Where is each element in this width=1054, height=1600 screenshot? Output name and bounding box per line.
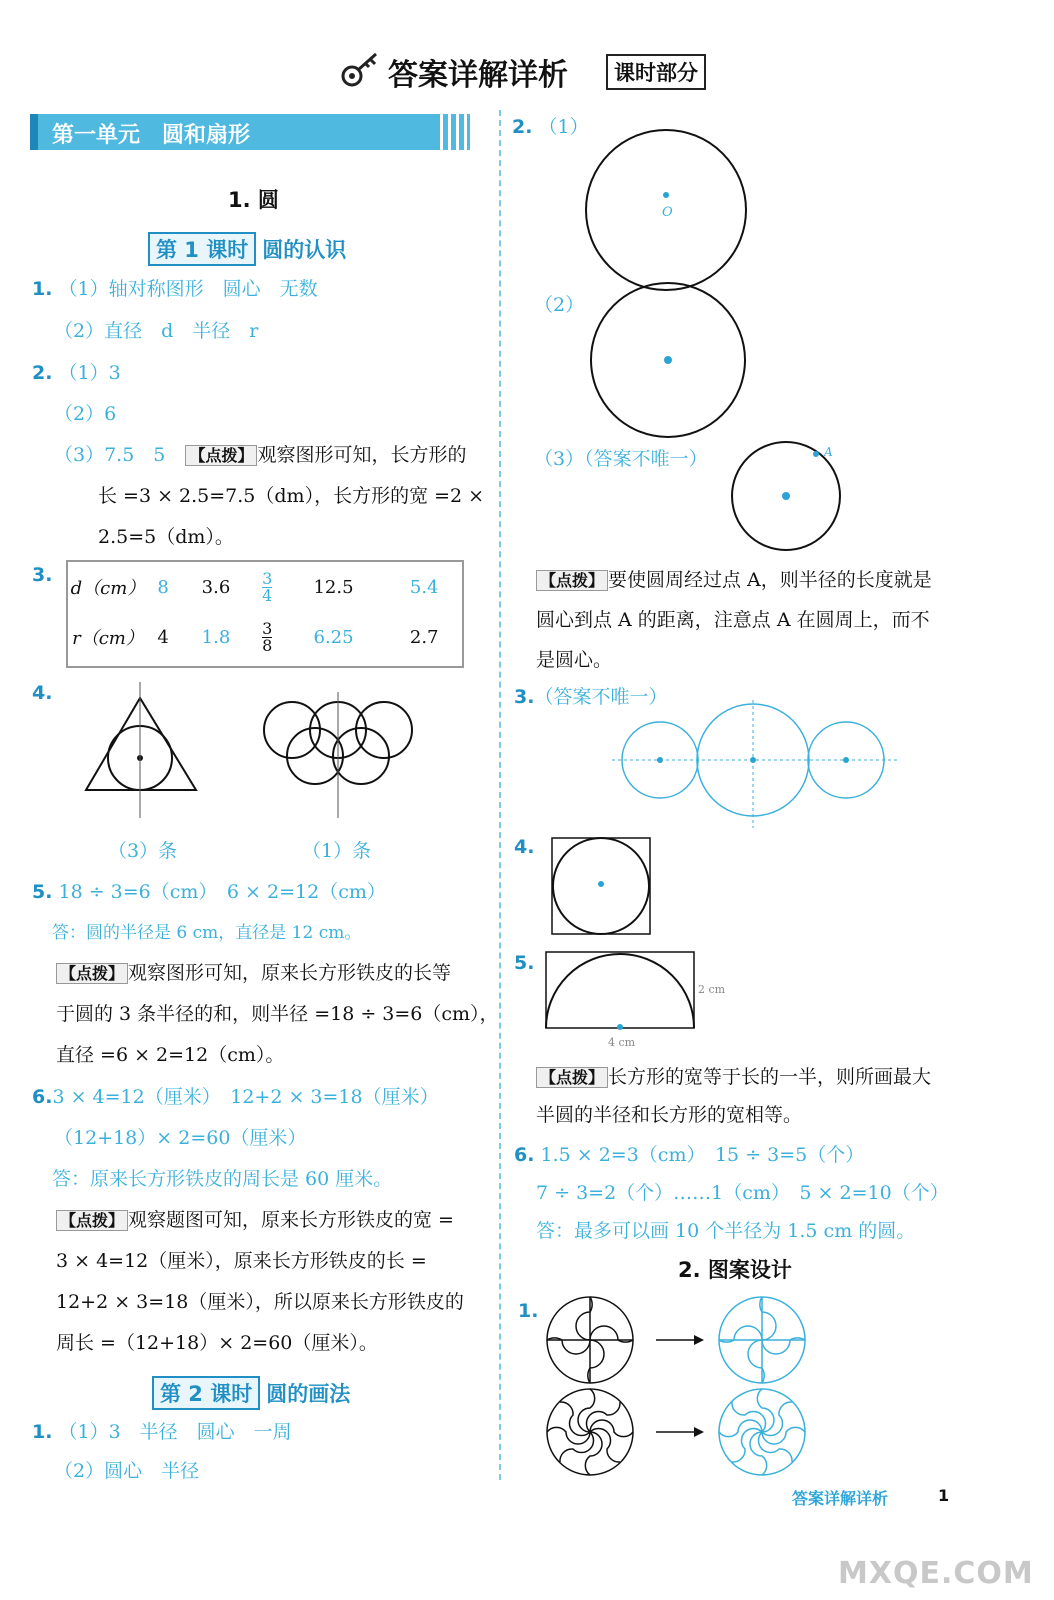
tip-label: 【点拨】 bbox=[56, 1210, 128, 1231]
part-label: （3）（答案不唯一） bbox=[534, 448, 708, 470]
tip-text: 是圆心。 bbox=[536, 649, 613, 671]
fraction-denominator: 4 bbox=[262, 585, 273, 605]
arrow-icon bbox=[656, 1427, 704, 1437]
question-number: 6. bbox=[32, 1086, 53, 1108]
table-cell-fraction bbox=[254, 612, 281, 662]
tip-label: 【点拨】 bbox=[56, 963, 128, 984]
part-label: （2） bbox=[534, 294, 585, 316]
footer-label: 答案详解详析 bbox=[792, 1489, 889, 1508]
answer-text: 1.5 × 2=3（cm） 15 ÷ 3=5（个） bbox=[540, 1144, 865, 1166]
square-circle-figure bbox=[550, 836, 654, 938]
answer-text: （2）直径 d 半径 r bbox=[54, 320, 259, 342]
fraction-denominator: 8 bbox=[262, 635, 273, 655]
tip-text: 于圆的 3 条半径的和，则半径 =18 ÷ 3=6（cm）， bbox=[56, 1003, 499, 1025]
tip-text: 观察题图可知，原来长方形铁皮的宽 = bbox=[128, 1209, 454, 1231]
table-cell: 2.7 bbox=[409, 626, 439, 648]
unit-title: 第一单元 圆和扇形 bbox=[52, 123, 251, 148]
column-divider bbox=[499, 110, 501, 1480]
question-number: 5. bbox=[32, 881, 53, 903]
question-2 bbox=[32, 358, 121, 385]
tip-label: 【点拨】 bbox=[536, 570, 608, 591]
answer-text: 7 ÷ 3=2（个）……1（cm） 5 × 2=10（个） bbox=[536, 1182, 949, 1204]
fraction-numerator: 3 bbox=[262, 618, 273, 638]
question-number: 3. bbox=[32, 564, 53, 586]
question-number: 1. bbox=[32, 1421, 53, 1443]
key-icon bbox=[340, 48, 382, 90]
answer-text: （1）轴对称图形 圆心 无数 bbox=[58, 278, 318, 300]
question-number: 3. bbox=[514, 686, 535, 708]
figure-caption: （3）条 bbox=[108, 840, 178, 862]
right-question-2 bbox=[512, 112, 589, 139]
question-5 bbox=[32, 877, 386, 904]
center-label: O bbox=[662, 205, 673, 220]
tip-text: 观察图形可知，长方形的 bbox=[257, 444, 467, 466]
tip-line bbox=[536, 1062, 931, 1089]
tip-text: 12+2 × 3=18（厘米），所以原来长方形铁皮的 bbox=[56, 1291, 464, 1313]
answer-text: （1）3 半径 圆心 一周 bbox=[58, 1421, 292, 1443]
answer-text: （1）3 bbox=[58, 362, 121, 384]
lesson-title: 圆的画法 bbox=[266, 1382, 351, 1406]
arrow-icon bbox=[656, 1335, 704, 1345]
tip-text: 周长 =（12+18）× 2=60（厘米）。 bbox=[56, 1332, 378, 1354]
tip-text: 圆心到点 A 的距离，注意点 A 在圆周上，而不 bbox=[536, 609, 930, 631]
banner-stripes bbox=[440, 114, 470, 150]
tip-label: 【点拨】 bbox=[185, 445, 257, 466]
unit-banner bbox=[30, 114, 470, 150]
tip-text: 要使圆周经过点 A，则半径的长度就是 bbox=[608, 569, 932, 591]
tip-text: 长方形的宽等于长的一半，则所画最大 bbox=[608, 1066, 932, 1088]
tip-line bbox=[56, 958, 451, 985]
question-1 bbox=[32, 274, 318, 301]
pattern-2-source bbox=[547, 1389, 633, 1475]
value-table bbox=[66, 560, 464, 668]
answer-text: 18 ÷ 3=6（cm） 6 × 2=12（cm） bbox=[58, 881, 386, 903]
height-label: 2 cm bbox=[698, 983, 726, 996]
semicircle-rectangle-figure bbox=[544, 950, 744, 1050]
pattern-1-source bbox=[547, 1297, 633, 1383]
answer-text: （3）7.5 5 bbox=[54, 444, 166, 466]
answer-text: （2）6 bbox=[54, 403, 117, 425]
circle-figure-1 bbox=[584, 128, 748, 292]
row-label: r（cm） bbox=[72, 628, 144, 649]
fraction-numerator: 3 bbox=[262, 568, 273, 588]
section-badge: 课时部分 bbox=[606, 54, 706, 90]
table-cell: 5.4 bbox=[409, 576, 439, 598]
table-cell: 12.5 bbox=[313, 576, 354, 598]
circle-figure-2 bbox=[588, 282, 748, 442]
question-number: 1. bbox=[518, 1300, 539, 1322]
table-cell: 4 bbox=[157, 626, 169, 648]
question-number: 4. bbox=[32, 682, 53, 704]
pattern-1-result bbox=[719, 1297, 805, 1383]
question-number: 2. bbox=[32, 362, 53, 384]
table-cell: 6.25 bbox=[313, 626, 354, 648]
table-cell: 8 bbox=[157, 576, 169, 598]
pattern-design-figure bbox=[544, 1294, 814, 1478]
three-circles-figure bbox=[612, 700, 902, 830]
answer-statement: 答：最多可以画 10 个半径为 1.5 cm 的圆。 bbox=[536, 1220, 916, 1242]
question-number: 4. bbox=[514, 836, 535, 858]
lesson-badge: 第 1 课时 bbox=[148, 232, 256, 266]
answer-text: （答案不唯一） bbox=[534, 686, 668, 708]
tip-label: 【点拨】 bbox=[536, 1067, 608, 1088]
table-row bbox=[68, 612, 462, 662]
tip-text: 半圆的半径和长方形的宽相等。 bbox=[536, 1104, 803, 1126]
question-number: 5. bbox=[514, 952, 535, 974]
tip-line bbox=[536, 565, 932, 592]
answer-statement: 答：圆的半径是 6 cm，直径是 12 cm。 bbox=[52, 923, 362, 943]
question-6 bbox=[32, 1082, 439, 1109]
circle-figure-3 bbox=[728, 440, 848, 556]
section-title-pattern: 2. 图案设计 bbox=[678, 1258, 792, 1282]
triangle-circle-figure bbox=[78, 682, 208, 822]
page-number: 1 bbox=[938, 1486, 950, 1505]
answer-statement: 答：原来长方形铁皮的周长是 60 厘米。 bbox=[52, 1168, 393, 1190]
tip-text: 直径 =6 × 2=12（cm）。 bbox=[56, 1044, 285, 1066]
figure-caption: （1）条 bbox=[302, 840, 372, 862]
right-question-6 bbox=[514, 1140, 864, 1167]
watermark: MXQE.COM bbox=[838, 1556, 1034, 1591]
lesson2-question-1 bbox=[32, 1417, 292, 1444]
lesson-heading-1 bbox=[148, 232, 346, 266]
lesson-badge: 第 2 课时 bbox=[152, 1376, 260, 1410]
tip-text: 观察图形可知，原来长方形铁皮的长等 bbox=[128, 962, 452, 984]
tip-line bbox=[56, 1205, 454, 1232]
question-number: 6. bbox=[514, 1144, 535, 1166]
table-row bbox=[68, 562, 462, 612]
table-cell: 1.8 bbox=[201, 626, 231, 648]
question-number: 1. bbox=[32, 278, 53, 300]
tip-text: 2.5=5（dm）。 bbox=[98, 526, 234, 548]
part-label: （1） bbox=[538, 116, 589, 138]
question-2-part-3 bbox=[54, 440, 466, 467]
width-label: 4 cm bbox=[608, 1036, 636, 1049]
tip-text: 长 =3 × 2.5=7.5（dm），长方形的宽 =2 × bbox=[98, 485, 485, 507]
answer-text: （2）圆心 半径 bbox=[54, 1460, 200, 1482]
table-cell-fraction bbox=[254, 562, 281, 612]
question-number: 2. bbox=[512, 116, 533, 138]
page-title: 答案详解详析 bbox=[388, 58, 568, 93]
answer-text: 3 × 4=12（厘米） 12+2 × 3=18（厘米） bbox=[52, 1086, 439, 1108]
tip-text: 3 × 4=12（厘米），原来长方形铁皮的长 = bbox=[56, 1250, 427, 1272]
pattern-2-result bbox=[719, 1389, 805, 1475]
section-title-circle: 1. 圆 bbox=[228, 188, 279, 212]
five-rings-figure bbox=[258, 692, 418, 822]
row-label: d（cm） bbox=[70, 578, 146, 599]
answer-text: （12+18）× 2=60（厘米） bbox=[54, 1127, 307, 1149]
lesson-title: 圆的认识 bbox=[262, 238, 347, 262]
page-header bbox=[340, 48, 720, 92]
page-footer bbox=[792, 1486, 1032, 1516]
table-cell: 3.6 bbox=[201, 576, 231, 598]
point-label: A bbox=[824, 445, 833, 459]
lesson-heading-2 bbox=[152, 1376, 350, 1410]
